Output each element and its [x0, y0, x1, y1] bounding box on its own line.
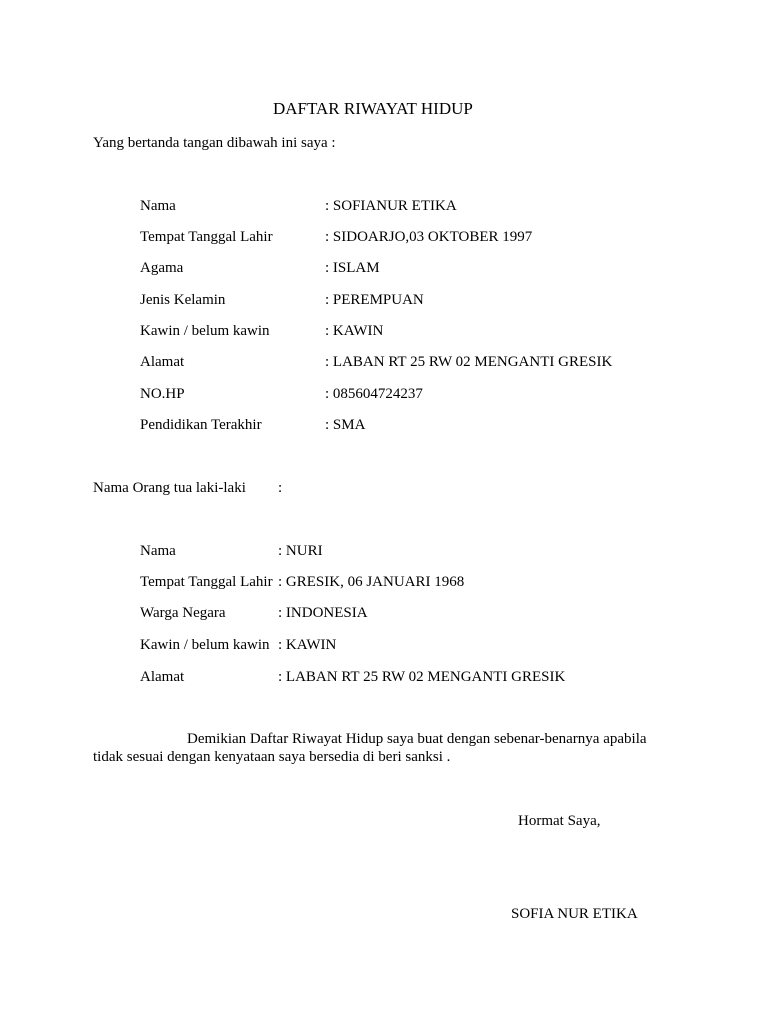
parent-heading	[0, 479, 768, 497]
field-label: Jenis Kelamin	[140, 292, 226, 308]
personal-row-name	[0, 197, 768, 215]
field-value: : SMA	[325, 417, 366, 433]
field-value: : KAWIN	[278, 637, 337, 653]
field-value: : LABAN RT 25 RW 02 MENGANTI GRESIK	[325, 354, 613, 370]
parent-heading-label: Nama Orang tua laki-laki	[93, 480, 246, 496]
personal-row-education	[0, 416, 768, 434]
field-label: Pendidikan Terakhir	[140, 417, 262, 433]
field-value: : GRESIK, 06 JANUARI 1968	[278, 574, 465, 590]
signatory-name: SOFIA NUR ETIKA	[511, 906, 638, 922]
salutation: Hormat Saya,	[518, 813, 601, 829]
field-label: Agama	[140, 260, 184, 276]
field-value: : NURI	[278, 543, 323, 559]
document-title: DAFTAR RIWAYAT HIDUP	[273, 99, 473, 118]
closing-statement-line2: tidak sesuai dengan kenyataan saya bersedia di beri sanksi .	[93, 749, 451, 765]
parent-row-name	[0, 542, 768, 560]
field-label: Tempat Tanggal Lahir	[140, 574, 273, 590]
parent-row-nationality	[0, 604, 768, 622]
personal-row-gender	[0, 291, 768, 309]
field-value: : SOFIANUR ETIKA	[325, 198, 457, 214]
field-value: : SIDOARJO,03 OKTOBER 1997	[325, 229, 533, 245]
field-label: Alamat	[140, 669, 185, 685]
personal-row-marital	[0, 322, 768, 340]
closing-statement-line1: Demikian Daftar Riwayat Hidup saya buat dengan sebenar-benarnya apabila	[187, 731, 647, 747]
field-value: : 085604724237	[325, 386, 423, 402]
field-label: Nama	[140, 198, 176, 214]
field-value: : PEREMPUAN	[325, 292, 424, 308]
personal-row-phone	[0, 385, 768, 403]
field-value: : LABAN RT 25 RW 02 MENGANTI GRESIK	[278, 669, 566, 685]
field-value: : KAWIN	[325, 323, 384, 339]
personal-row-address	[0, 353, 768, 371]
field-value: : INDONESIA	[278, 605, 368, 621]
personal-row-birth	[0, 228, 768, 246]
parent-row-birth	[0, 573, 768, 591]
intro-text: Yang bertanda tangan dibawah ini saya :	[93, 135, 336, 151]
parent-heading-colon: :	[278, 480, 283, 496]
parent-row-address	[0, 668, 768, 686]
field-label: Tempat Tanggal Lahir	[140, 229, 273, 245]
field-value: : ISLAM	[325, 260, 380, 276]
parent-row-marital	[0, 636, 768, 654]
field-label: NO.HP	[140, 386, 185, 402]
field-label: Warga Negara	[140, 605, 226, 621]
field-label: Kawin / belum kawin	[140, 637, 270, 653]
personal-row-religion	[0, 259, 768, 277]
field-label: Kawin / belum kawin	[140, 323, 270, 339]
field-label: Alamat	[140, 354, 185, 370]
field-label: Nama	[140, 543, 176, 559]
